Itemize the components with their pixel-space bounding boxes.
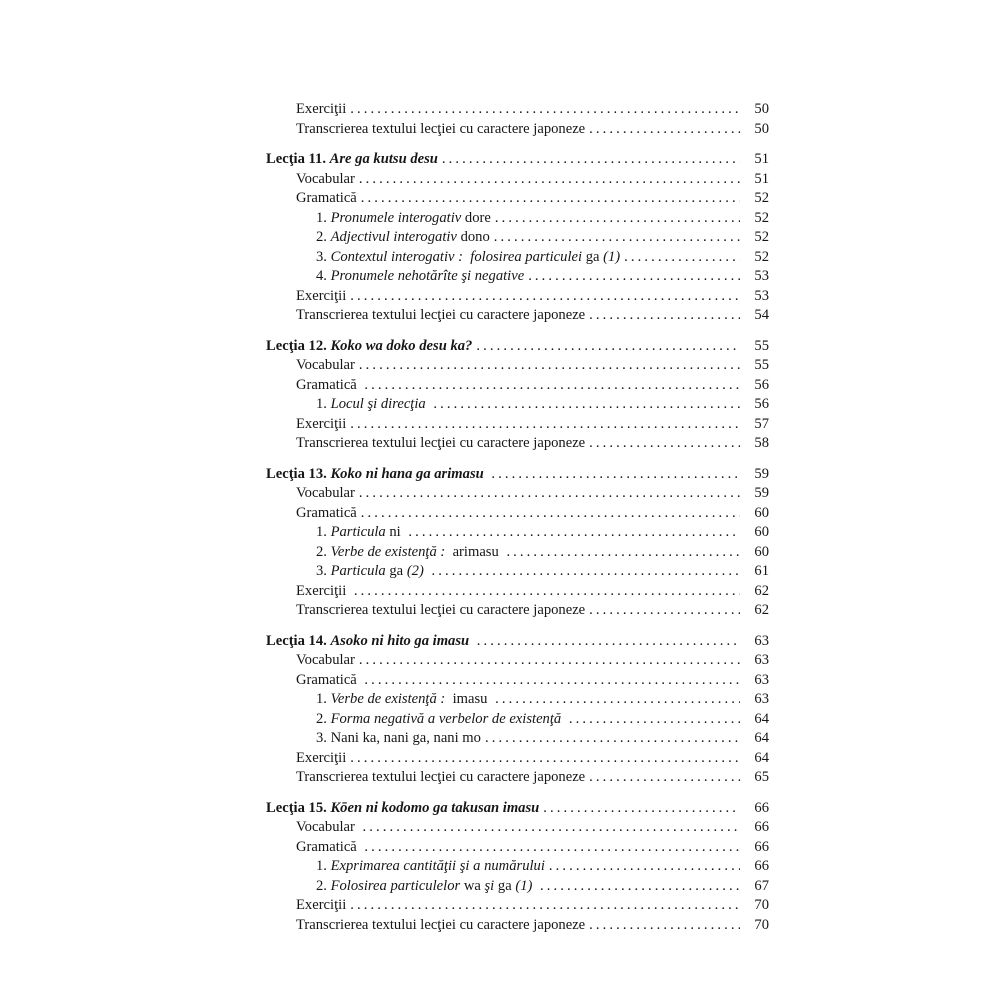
dot-leader <box>528 267 740 287</box>
toc-entry-row <box>266 120 769 140</box>
page-number: 55 <box>754 337 769 354</box>
toc-entry-text <box>296 376 360 396</box>
toc-entry-row <box>266 749 769 769</box>
toc-entry-row <box>266 543 769 563</box>
toc-entry-row <box>266 916 769 936</box>
toc-entry-text <box>296 415 346 435</box>
toc-entry-segment: Gramatică <box>296 838 361 855</box>
toc-entry-segment: dore <box>464 209 491 226</box>
page-number: 52 <box>754 229 769 245</box>
toc-entry-segment: 1. <box>316 209 331 226</box>
dot-leader <box>408 523 740 543</box>
page-number: 54 <box>754 307 769 323</box>
toc-entry-segment: 3. <box>316 563 331 579</box>
toc-entry-text <box>296 768 585 788</box>
toc-entry-row <box>266 582 769 602</box>
toc-entry-text <box>296 504 357 524</box>
toc-entry-segment: Exerciţii <box>296 287 347 304</box>
toc-entry-text <box>316 543 502 563</box>
toc-entry-segment: Gramatică <box>296 190 357 206</box>
toc-entry-segment: Transcrierea textului lecţiei cu caractere japoneze <box>296 916 586 933</box>
toc-entry-segment: imasu <box>452 691 492 707</box>
toc-entry-text <box>296 120 585 140</box>
page-number: 63 <box>754 652 769 668</box>
toc-entry-row <box>266 395 769 415</box>
page-number: 52 <box>754 209 769 226</box>
toc-entry-segment: Particula <box>330 563 390 579</box>
toc-entry-segment: Pronumele interogativ <box>330 209 465 226</box>
toc-entry-row <box>266 857 769 877</box>
toc-entry-text <box>296 601 585 621</box>
toc-entry-text <box>296 100 346 120</box>
toc-entry-row <box>266 434 769 454</box>
dot-leader <box>569 710 740 730</box>
toc-entry-segment: Pronumele nehotărîte şi negative <box>330 268 525 284</box>
page-number: 59 <box>754 485 769 501</box>
toc-entry-segment: Koko wa doko desu ka? <box>330 337 473 354</box>
toc-entry-row <box>266 671 769 691</box>
toc-entry-row <box>266 504 769 524</box>
toc-entry-text <box>316 523 404 543</box>
dot-leader <box>359 356 740 376</box>
page-number: 50 <box>754 101 769 117</box>
dot-leader <box>359 170 740 190</box>
toc-entry-row <box>266 877 769 897</box>
toc-entry-row <box>266 818 769 838</box>
dot-leader <box>350 287 740 307</box>
toc-entry-segment: ga <box>585 248 604 265</box>
toc-entry-segment: Folosirea particulelor <box>330 877 464 894</box>
toc-entry-row <box>266 690 769 710</box>
toc-entry-text <box>266 465 487 485</box>
toc-entry-segment: 1. <box>316 858 331 874</box>
page-number: 57 <box>754 415 769 432</box>
dot-leader <box>350 749 740 769</box>
toc-entry-segment: Exerciţii <box>296 415 347 432</box>
toc-entry-row <box>266 100 769 120</box>
toc-entry-segment: Lecţia 11. <box>266 151 330 167</box>
page-number: 60 <box>754 504 769 521</box>
toc-entry-segment: Koko ni hana ga arimasu <box>330 465 488 482</box>
page-number: 51 <box>754 151 769 167</box>
toc-entry-segment: Particula <box>330 524 390 540</box>
toc-entry-segment: (1) <box>515 877 536 894</box>
toc-entry-segment: Lecţia 14. <box>266 632 331 649</box>
page-number: 55 <box>754 357 769 373</box>
page-number: 66 <box>754 819 769 835</box>
page-number: 67 <box>754 877 769 894</box>
page-number: 63 <box>754 632 769 649</box>
page-number: 70 <box>754 897 769 913</box>
toc-entry-segment: 1. <box>316 396 331 412</box>
dot-leader <box>442 150 740 170</box>
dot-leader <box>433 395 740 415</box>
toc-entry-segment: Verbe de existenţă : <box>330 691 453 707</box>
toc-entry-segment: (2) <box>406 563 428 579</box>
toc-entry-segment: Exerciţii <box>296 582 350 599</box>
toc-entry-segment: Verbe de existenţă : <box>330 543 453 560</box>
page-number: 65 <box>754 769 769 785</box>
dot-leader <box>350 415 740 435</box>
toc-entry-row <box>266 523 769 543</box>
toc-entry-row <box>266 729 769 749</box>
toc-entry-row <box>266 376 769 396</box>
toc-entry-row <box>266 287 769 307</box>
toc-entry-row <box>266 601 769 621</box>
dot-leader <box>350 100 740 120</box>
toc-entry-segment: Exerciţii <box>296 749 347 766</box>
toc-entry-segment: Exprimarea cantităţii şi a numărului <box>330 858 545 874</box>
toc-entry-row <box>266 562 769 582</box>
page-number: 64 <box>754 730 769 746</box>
dot-leader <box>549 857 740 877</box>
toc-entry-row <box>266 651 769 671</box>
toc-entry-segment: Kōen ni kodomo ga takusan imasu <box>330 799 540 816</box>
toc-entry-segment: Transcrierea textului lecţiei cu caractere japoneze <box>296 435 586 451</box>
page-number: 59 <box>754 465 769 482</box>
toc-entry-segment: Lecţia 13. <box>266 465 331 482</box>
toc-lesson-row <box>266 337 769 357</box>
page-number: 50 <box>754 120 769 137</box>
toc-entry-segment: 3. Nani ka, nani ga, nani mo <box>316 730 481 746</box>
page-number: 63 <box>754 691 769 707</box>
toc-entry-text <box>316 710 565 730</box>
toc-entry-segment: Are ga kutsu desu <box>329 151 438 167</box>
toc-entry-text <box>316 690 491 710</box>
toc-entry-segment: 2. <box>316 543 331 560</box>
dot-leader <box>624 248 740 268</box>
dot-leader <box>494 228 740 248</box>
dot-leader <box>540 877 740 897</box>
toc-entry-text <box>296 356 355 376</box>
page-number: 56 <box>754 396 769 412</box>
toc-entry-segment: Gramatică <box>296 504 357 521</box>
toc-entry-segment: Vocabular <box>296 819 359 835</box>
toc-entry-segment: dono <box>460 229 490 245</box>
toc-entry-segment: 3. <box>316 248 331 265</box>
dot-leader <box>485 729 740 749</box>
toc-entry-text <box>296 582 350 602</box>
toc-entry-text <box>316 857 545 877</box>
toc-entry-segment: Transcrierea textului lecţiei cu caractere japoneze <box>296 307 586 323</box>
toc-entry-text <box>316 267 524 287</box>
page-number: 61 <box>754 563 769 579</box>
toc-entry-segment: (1) <box>603 248 621 265</box>
toc-list <box>266 100 769 935</box>
toc-entry-row <box>266 838 769 858</box>
toc-entry-segment: Gramatică <box>296 671 361 688</box>
toc-entry-text <box>316 395 429 415</box>
page-number: 64 <box>754 710 769 727</box>
toc-entry-text <box>296 838 360 858</box>
toc-entry-row <box>266 306 769 326</box>
dot-leader <box>495 209 740 229</box>
toc-entry-row <box>266 170 769 190</box>
toc-entry-text <box>316 729 481 749</box>
toc-entry-text <box>316 562 427 582</box>
dot-leader <box>364 838 740 858</box>
toc-entry-row <box>266 896 769 916</box>
toc-entry-text <box>296 916 585 936</box>
toc-entry-row <box>266 710 769 730</box>
dot-leader <box>589 916 740 936</box>
toc-entry-text <box>316 209 491 229</box>
toc-entry-segment: Vocabular <box>296 652 355 668</box>
toc-entry-segment: 2. <box>316 710 331 727</box>
toc-lesson-row <box>266 150 769 170</box>
page-number: 52 <box>754 190 769 206</box>
toc-entry-text <box>316 248 620 268</box>
dot-leader <box>364 671 740 691</box>
page-number: 66 <box>754 799 769 816</box>
toc-entry-text <box>266 337 472 357</box>
dot-leader <box>589 434 740 454</box>
dot-leader <box>359 484 740 504</box>
toc-entry-segment: Transcrierea textului lecţiei cu caractere japoneze <box>296 602 586 618</box>
toc-entry-text <box>316 228 490 248</box>
toc-entry-text <box>296 170 355 190</box>
dot-leader <box>431 562 740 582</box>
toc-entry-segment: 2. <box>316 229 331 245</box>
toc-entry-text <box>296 671 360 691</box>
toc-entry-segment: Lecţia 12. <box>266 337 331 354</box>
toc-entry-segment: Locul şi direcţia <box>330 396 430 412</box>
toc-entry-segment: Vocabular <box>296 485 355 501</box>
toc-lesson-row <box>266 465 769 485</box>
dot-leader <box>495 690 740 710</box>
dot-leader <box>354 582 740 602</box>
toc-entry-text <box>296 818 359 838</box>
dot-leader <box>589 768 740 788</box>
page-number: 58 <box>754 435 769 451</box>
toc-entry-text <box>266 632 473 652</box>
toc-entry-segment: Exerciţii <box>296 101 347 117</box>
toc-entry-segment: şi <box>484 877 498 894</box>
page-number: 51 <box>754 170 769 187</box>
toc-entry-text <box>296 749 346 769</box>
toc-entry-segment: 1. <box>316 524 331 540</box>
page-number: 60 <box>754 543 769 560</box>
toc-entry-text <box>296 287 346 307</box>
dot-leader <box>476 337 740 357</box>
toc-lesson-row <box>266 799 769 819</box>
toc-lesson-row <box>266 632 769 652</box>
dot-leader <box>491 465 740 485</box>
toc-entry-row <box>266 248 769 268</box>
toc-entry-segment: ga <box>389 563 407 579</box>
toc-entry-row <box>266 228 769 248</box>
toc-entry-text <box>296 306 585 326</box>
toc-entry-row <box>266 484 769 504</box>
toc-entry-row <box>266 356 769 376</box>
toc-entry-segment: 1. <box>316 691 331 707</box>
toc-entry-row <box>266 189 769 209</box>
dot-leader <box>364 376 740 396</box>
page-number: 52 <box>754 248 769 265</box>
toc-entry-text <box>296 434 585 454</box>
page-number: 56 <box>754 376 769 393</box>
toc-entry-row <box>266 768 769 788</box>
toc-entry-segment: Transcrierea textului lecţiei cu caractere japoneze <box>296 769 586 785</box>
toc-entry-row <box>266 209 769 229</box>
toc-entry-segment: Transcrierea textului lecţiei cu caractere japoneze <box>296 120 586 137</box>
dot-leader <box>589 306 740 326</box>
toc-entry-text <box>296 189 357 209</box>
toc-entry-segment: arimasu <box>452 543 503 560</box>
dot-leader <box>543 799 740 819</box>
dot-leader <box>359 651 740 671</box>
page-number: 66 <box>754 838 769 855</box>
toc-entry-text <box>296 484 355 504</box>
toc-entry-segment: 4. <box>316 268 331 284</box>
toc-entry-segment: Vocabular <box>296 357 355 373</box>
toc-entry-segment: Gramatică <box>296 376 361 393</box>
page-number: 64 <box>754 749 769 766</box>
dot-leader <box>589 120 740 140</box>
page-number: 66 <box>754 858 769 874</box>
dot-leader <box>361 189 740 209</box>
toc-entry-text <box>296 651 355 671</box>
page-number: 62 <box>754 582 769 599</box>
dot-leader <box>589 601 740 621</box>
dot-leader <box>363 818 740 838</box>
toc-entry-segment: ga <box>497 877 516 894</box>
page-number: 53 <box>754 287 769 304</box>
toc-entry-segment: Contextul interogativ : folosirea particulei <box>330 248 586 265</box>
dot-leader <box>361 504 740 524</box>
page-number: 62 <box>754 602 769 618</box>
page-number: 70 <box>754 916 769 933</box>
toc-entry-segment: Adjectivul interogativ <box>330 229 461 245</box>
toc-entry-segment: Lecţia 15. <box>266 799 331 816</box>
toc-entry-row <box>266 267 769 287</box>
toc-entry-segment: ni <box>389 524 405 540</box>
toc-entry-segment: Asoko ni hito ga imasu <box>330 632 473 649</box>
toc-entry-text <box>316 877 536 897</box>
toc-entry-segment: Exerciţii <box>296 897 347 913</box>
toc-entry-row <box>266 415 769 435</box>
toc-entry-text <box>296 896 346 916</box>
dot-leader <box>506 543 740 563</box>
toc-entry-text <box>266 799 539 819</box>
page-number: 60 <box>754 524 769 540</box>
page-number: 63 <box>754 671 769 688</box>
toc-entry-segment: 2. <box>316 877 331 894</box>
page-number: 53 <box>754 268 769 284</box>
toc-entry-segment: wa <box>463 877 485 894</box>
toc-entry-segment: Vocabular <box>296 170 355 187</box>
toc-entry-segment: Forma negativă a verbelor de existenţă <box>330 710 565 727</box>
toc-entry-text <box>266 150 438 170</box>
dot-leader <box>477 632 740 652</box>
dot-leader <box>350 896 740 916</box>
